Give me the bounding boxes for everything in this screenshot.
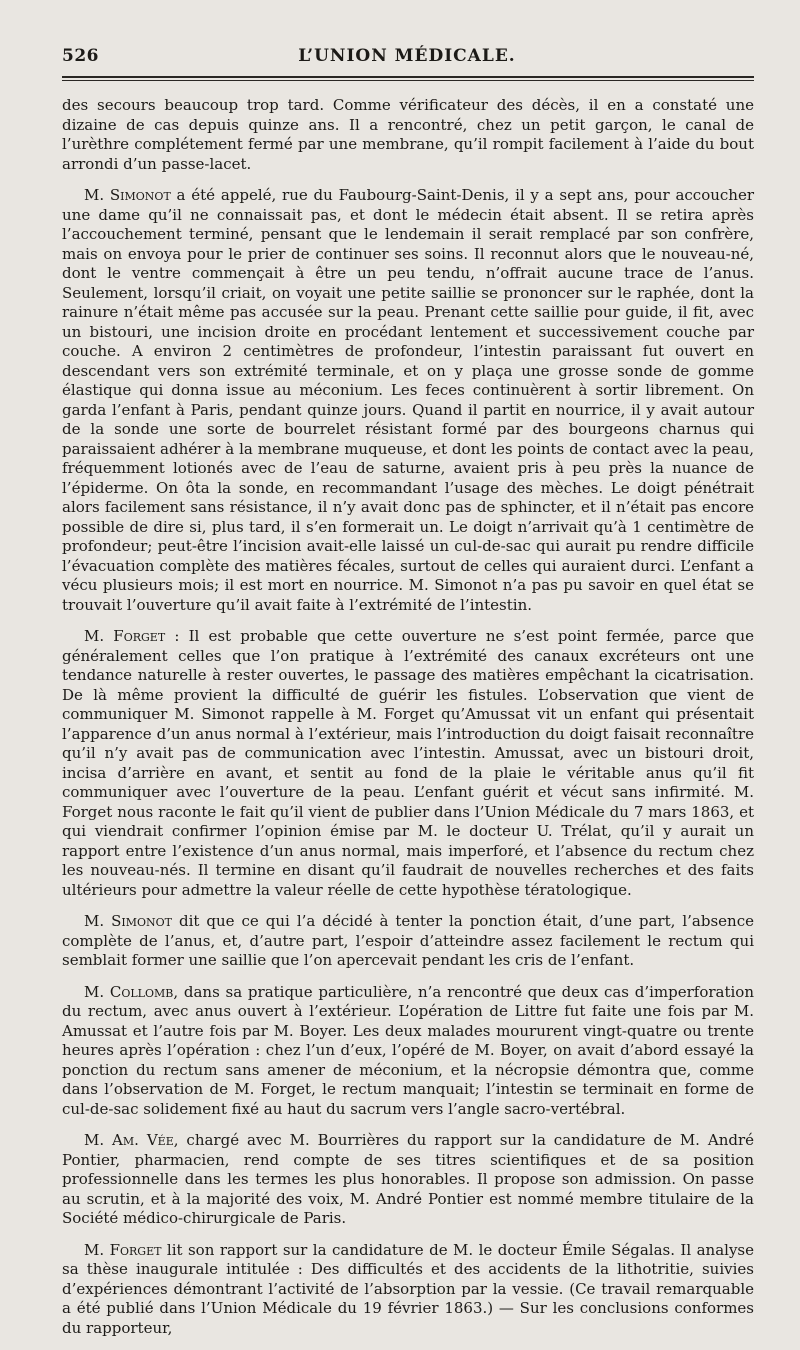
paragraph-text: lit son rapport sur la candidature de M. le docteur Émile Ségalas. Il analyse sa thèse inaugurale intitulée : Des difficultés et des accidents de la lithotritie, suivies d’expériences démontrant l’activité de l’absorption par la vessie. (Ce travail remarquable a été publié dans l’Union Médicale du 19 février 1863.) — Sur les conclusions conformes du rapporteur, — [62, 1240, 754, 1337]
paragraph — [62, 983, 754, 1120]
paragraph-text: a été appelé, rue du Faubourg-Saint-Denis, il y a sept ans, pour accoucher une dame qu’il ne connaissait pas, et dont le médecin était absent. Il se retira après l’accouchement terminé, pensant que le lendemain il serait remplacé par son confrère, mais on envoya pour le prier de continuer ses soins. Il reconnut alors que le nouveau-né, dont le ventre commençait à être un peu tendu, n’offrait aucune trace de l’anus. Seulement, lorsqu’il criait, on voyait une petite saillie se prononcer sur le raphée, dont la rainure n’était même pas accusée sur la peau. Prenant cette saillie pour guide, il fit, avec un bistouri, une incision droite en procédant lentement et successivement couche par couche. A environ 2 centimètres de profondeur, l’intestin paraissant fut ouvert en descendant vers son extrémité terminale, et on y plaça une grosse sonde de gomme élastique qui donna issue au méconium. Les feces continuèrent à sortir librement. On garda l’enfant à Paris, pendant quinze jours. Quand il partit en nourrice, il y avait autour de la sonde une sorte de bourrelet résistant formé par des bourgeons charnus qui paraissaient adhérer à la membrane muqueuse, et dont les points de contact avec la peau, fréquemment lotionés avec de l’eau de saturne, avaient pris à peu près la nuance de l’épiderme. On ôta la sonde, en recommandant l’usage des mèches. Le doigt pénétrait alors facilement sans résistance, il n’y avait donc pas de sphincter, et il n’était pas encore possible de dire si, plus tard, il s’en formerait un. Le doigt n’arrivait qu’à 1 centimètre de profondeur; peut-être l’incision avait-elle laissé un cul-de-sac qui aurait pu rendre difficile l’évacuation complète des matières fécales, surtout de celles qui auraient durci. L’enfant a vécu plusieurs mois; il est mort en nourrice. M. Simonot n’a pas pu savoir en quel état se trouvait l’ouverture qu’il avait faite à l’extrémité de l’intestin. — [62, 186, 754, 614]
speaker-name: M. Collomb — [84, 982, 174, 1001]
speaker-name: M. Forget — [84, 627, 166, 645]
paragraph-text: , chargé avec M. Bourrières du rapport sur la candidature de M. André Pontier, pharmacien, rend compte de ses titres scientifiques et de sa position professionnelle dans les termes les plus honorables. Il propose son admission. On passe au scrutin, et à la majorité des voix, M. André Pontier est nommé membre titulaire de la Société médico-chirurgicale de Paris. — [62, 1131, 755, 1227]
paragraph — [62, 912, 754, 971]
paragraph — [62, 96, 754, 174]
body-text — [62, 96, 754, 1350]
speaker-name: M. Simonot — [84, 912, 172, 930]
paragraph — [62, 627, 754, 900]
header-rule — [62, 76, 754, 78]
paragraph — [62, 186, 754, 615]
paragraph-text: , dans sa pratique particulière, n’a rencontré que deux cas d’imperforation du rectum, avec anus ouvert à l’extérieur. L’opération de Littre fut faite une fois par M. Amussat et l’autre fois par M. Boyer. Les deux malades moururent vingt-quatre ou trente heures après l’opération : chez l’un d’eux, l’opéré de M. Boyer, on avait d’abord essayé la ponction du rectum sans amener de méconium, et la nécropsie démontra que, comme dans l’observation de M. Forget, le rectum manquait; l’intestin se terminait en forme de cul-de-sac solidement fixé au haut du sacrum vers l’angle sacro-vertébral. — [62, 982, 755, 1118]
running-head: L’UNION MÉDICALE. — [298, 46, 516, 66]
page-header — [62, 46, 752, 70]
paragraph — [62, 1131, 754, 1229]
speaker-name: M. Forget — [84, 1240, 162, 1259]
paragraph-text: dit que ce qui l’a décidé à tenter la ponction était, d’une part, l’absence complète de l’anus, et, d’autre part, l’espoir d’atteindre assez facilement le rectum qui semblait former une saillie que l’on apercevait pendant les cris de l’enfant. — [62, 912, 754, 969]
header-rule-thin — [62, 80, 754, 81]
speaker-name: M. Simonot — [84, 186, 171, 204]
paragraph-text: des secours beaucoup trop tard. Comme vérificateur des décès, il en a constaté une dizaine de cas depuis quinze ans. Il a rencontré, chez un petit garçon, le canal de l’urèthre complétement fermé par une membrane, qu’il rompit facilement à l’aide du bout arrondi d’un passe-lacet. — [62, 96, 754, 173]
speaker-name: M. Am. Vée — [84, 1131, 174, 1149]
paragraph-text: : Il est probable que cette ouverture ne s’est point fermée, parce que généralement celles que l’on pratique à l’extrémité des canaux excréteurs ont une tendance naturelle à rester ouvertes, le passage des matières empêchant la cicatrisation. De là même provient la difficulté de guérir les fistules. L’observation que vient de communiquer M. Simonot rappelle à M. Forget qu’Amussat vit un enfant qui présentait l’apparence d’un anus normal à l’extérieur, mais l’introduction du doigt faisait reconnaître qu’il n’y avait pas de communication avec l’intestin. Amussat, avec un bistouri droit, incisa d’arrière en avant, et sentit au fond de la plaie le véritable anus qu’il fit communiquer avec l’ouverture de la peau. L’enfant guérit et vécut sans infirmité. M. Forget nous raconte le fait qu’il vient de publier dans l’Union Médicale du 7 mars 1863, et qui viendrait confirmer l’opinion émise par M. le docteur U. Trélat, qu’il y aurait un rapport entre l’existence d’un anus normal, mais imperforé, et l’absence du rectum chez les nouveau-nés. Il termine en disant qu’il faudrait de nouvelles recherches et des faits ultérieurs pour admettre la valeur réelle de cette hypothèse tératologique. — [62, 627, 754, 899]
page-number: 526 — [62, 46, 99, 66]
paragraph — [62, 1241, 754, 1339]
